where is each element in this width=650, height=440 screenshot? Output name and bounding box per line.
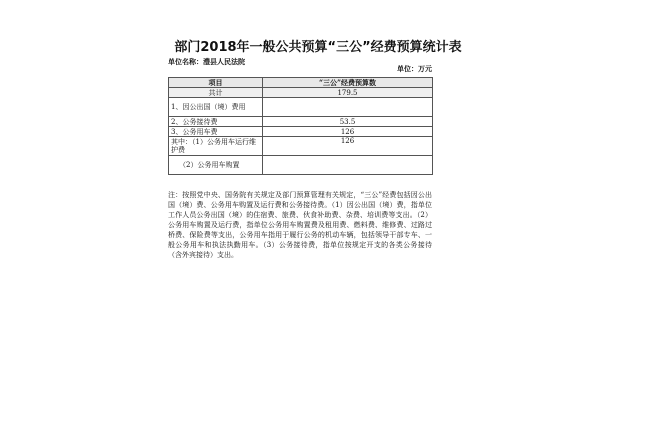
row-label: 其中：（1）公务用车运行维护费: [169, 137, 263, 156]
header-value: “三公”经费预算数: [263, 78, 433, 88]
row-label: 2、公务接待费: [169, 117, 263, 127]
table-row: [169, 137, 433, 156]
unit-name: 单位名称：澧县人民法院: [168, 58, 245, 66]
table-row: [169, 117, 433, 127]
row-value: 126: [263, 127, 433, 137]
row-label: 共计: [169, 88, 263, 98]
row-value: [263, 156, 433, 175]
row-value: 126: [263, 137, 433, 156]
notes-text: 注：按照党中央、国务院有关规定及部门预算管理有关规定，“三公”经费包括因公出国（境）费、公务用车购置及运行费和公务接待费。（1）因公出国（境）费，指单位工作人员公务出国（境）的住宿费、旅费、伙食补助费、杂费、培训费等支出。（2）公务用车购置及运行费，指单位公务用车购置费及租用费、燃料费、维修费、过路过桥费、保险费等支出，公务用车指用于履行公务的机动车辆，包括领导干部专车、一般公务用车和执法执勤用车。（3）公务接待费，指单位按规定开支的各类公务接待（含外宾接待）支出。: [168, 191, 432, 259]
unit-row: [168, 58, 432, 76]
unit-amount: 单位：万元: [397, 65, 432, 73]
row-label: 1、因公出国（境）费用: [169, 98, 263, 117]
header-item: 项目: [169, 78, 263, 88]
row-label: 3、公务用车费: [169, 127, 263, 137]
table-row: [169, 156, 433, 175]
row-value: 179.5: [263, 88, 433, 98]
row-value: 53.5: [263, 117, 433, 127]
table-row-total: [169, 88, 433, 98]
row-value: [263, 98, 433, 117]
table-header-row: [169, 78, 433, 88]
row-label: （2）公务用车购置: [169, 156, 263, 175]
table-row: [169, 98, 433, 117]
table-row: [169, 127, 433, 137]
budget-table: [168, 77, 433, 175]
page-title: 部门2018年一般公共预算“三公”经费预算统计表: [174, 40, 462, 55]
